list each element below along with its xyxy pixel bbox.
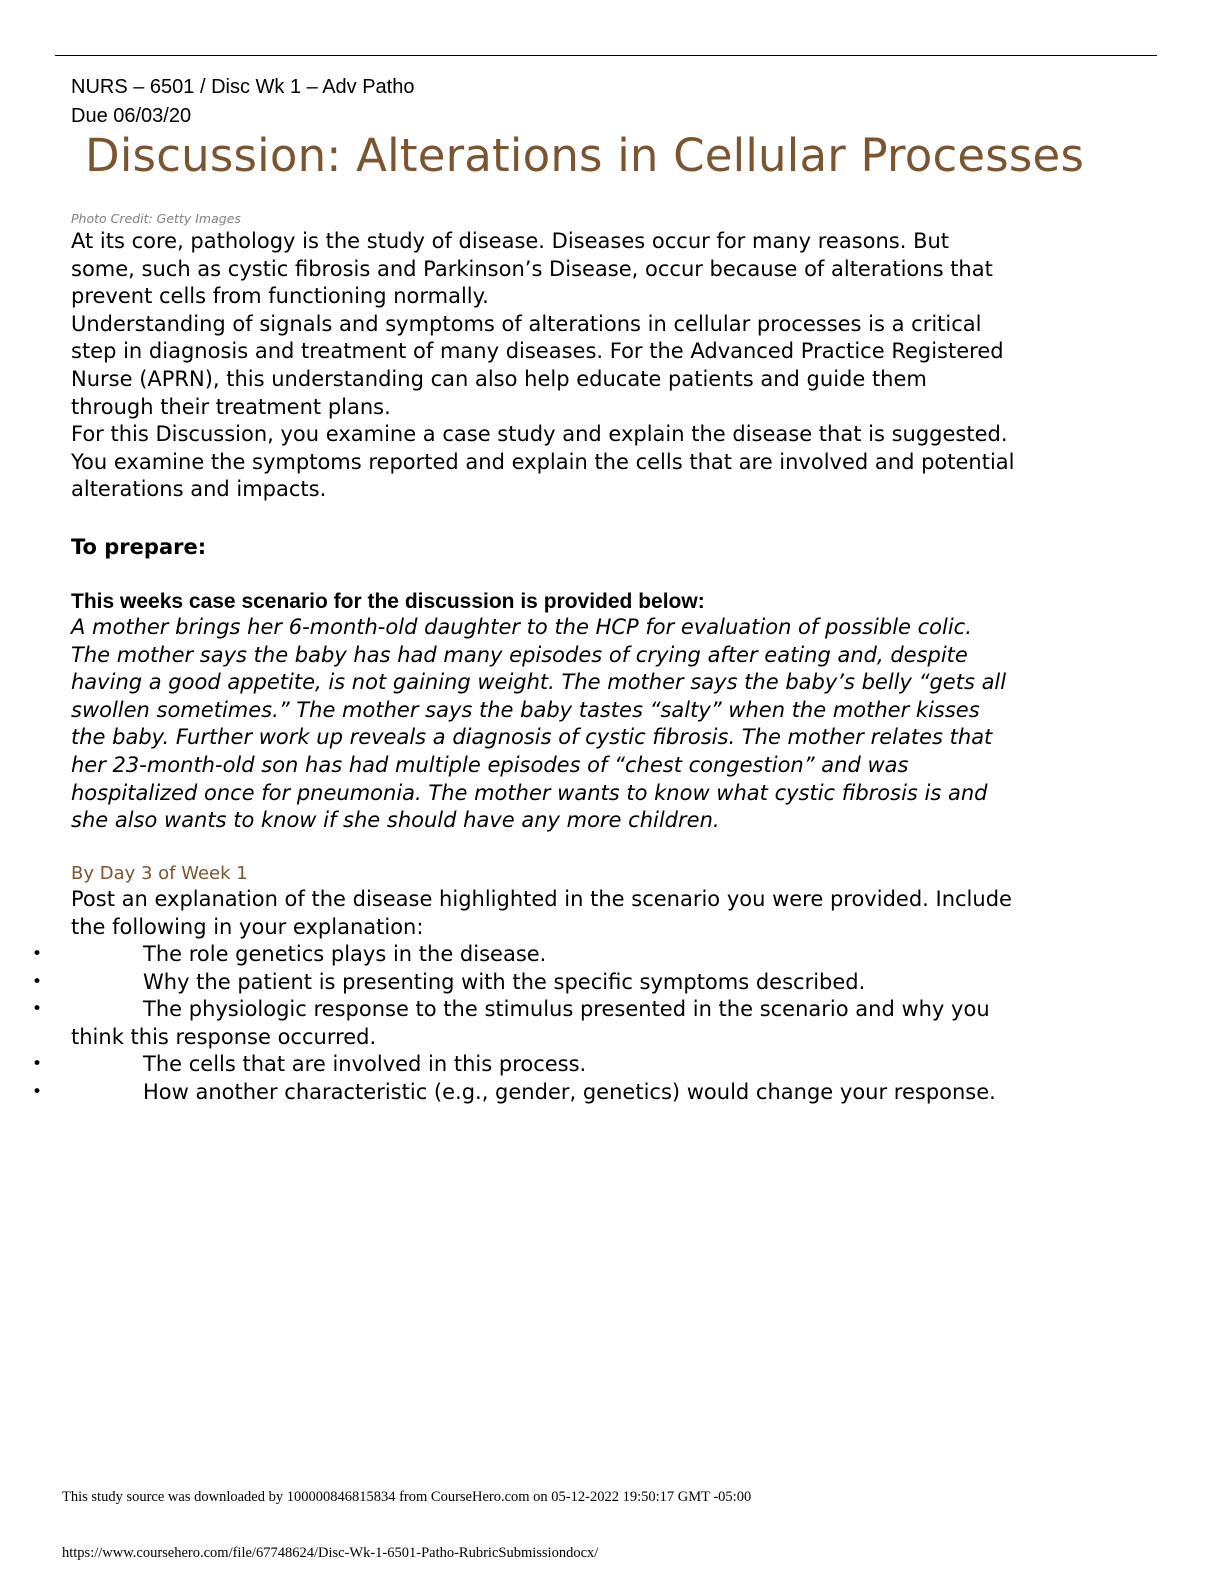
- bullet-icon: •: [32, 1081, 43, 1102]
- intro-line: prevent cells from functioning normally.: [71, 284, 489, 309]
- case-scenario: [71, 614, 1006, 835]
- intro-line: step in diagnosis and treatment of many diseases. For the Advanced Practice Registered: [71, 339, 1004, 364]
- intro-line: Understanding of signals and symptoms of alterations in cellular processes is a critical: [71, 311, 982, 336]
- post-line: Post an explanation of the disease highlighted in the scenario you were provided. Include: [71, 887, 1012, 911]
- list-item-continuation: [0, 1024, 1224, 1052]
- list-item: [0, 969, 1224, 997]
- to-prepare-heading: To prepare:: [71, 535, 207, 559]
- intro-paragraph: [71, 228, 1015, 504]
- list-item: [0, 941, 1224, 969]
- scenario-line: she also wants to know if she should have any more children.: [71, 808, 720, 833]
- list-item: [0, 1051, 1224, 1079]
- scenario-line: the baby. Further work up reveals a diagnosis of cystic fibrosis. The mother relates that: [71, 725, 993, 750]
- intro-line: alterations and impacts.: [71, 477, 327, 502]
- bullet-icon: •: [32, 944, 43, 964]
- due-date: Due 06/03/20: [71, 105, 192, 127]
- scenario-line: swollen sometimes.” The mother says the baby tastes “salty” when the mother kisses: [71, 697, 980, 722]
- requirements-list: [0, 941, 1224, 1107]
- list-item-text: The cells that are involved in this process.: [143, 1052, 587, 1077]
- intro-line: through their treatment plans.: [71, 394, 391, 419]
- scenario-line: A mother brings her 6-month-old daughter to the HCP for evaluation of possible colic.: [71, 615, 972, 639]
- post-line: the following in your explanation:: [71, 914, 424, 939]
- bullet-icon: •: [32, 999, 43, 1020]
- bullet-icon: •: [32, 1054, 43, 1075]
- list-item-text: How another characteristic (e.g., gender, genetics) would change your response.: [143, 1079, 996, 1104]
- scenario-line: having a good appetite, is not gaining weight. The mother says the baby’s belly “gets all: [71, 670, 1007, 695]
- scenario-heading: This weeks case scenario for the discussion is provided below:: [71, 590, 705, 613]
- post-instructions: [71, 886, 1012, 941]
- intro-line: Nurse (APRN), this understanding can also help educate patients and guide them: [71, 366, 927, 391]
- intro-line: You examine the symptoms reported and explain the cells that are involved and potential: [71, 449, 1015, 474]
- list-item-text: Why the patient is presenting with the specific symptoms described.: [143, 969, 866, 994]
- list-item-text: The role genetics plays in the disease.: [143, 942, 547, 966]
- scenario-line: her 23-month-old son has had multiple episodes of “chest congestion” and was: [71, 752, 909, 777]
- list-item-text: The physiologic response to the stimulus presented in the scenario and why you: [143, 997, 990, 1022]
- course-line: NURS – 6501 / Disc Wk 1 – Adv Patho: [71, 76, 415, 98]
- photo-credit: Photo Credit: Getty Images: [71, 211, 241, 226]
- top-rule: [55, 55, 1157, 56]
- scenario-line: The mother says the baby has had many episodes of crying after eating and, despite: [71, 642, 968, 667]
- list-item-continuation-text: think this response occurred.: [71, 1024, 377, 1049]
- intro-line: some, such as cystic fibrosis and Parkinson’s Disease, occur because of alterations that: [71, 256, 993, 281]
- source-url[interactable]: https://www.coursehero.com/file/67748624/Disc-Wk-1-6501-Patho-RubricSubmissiondocx/: [62, 1545, 599, 1561]
- intro-line: For this Discussion, you examine a case study and explain the disease that is suggested.: [71, 422, 1008, 447]
- list-item: [0, 1079, 1224, 1107]
- list-item: [0, 996, 1224, 1024]
- bullet-icon: •: [32, 971, 43, 992]
- page-title: Discussion: Alterations in Cellular Processes: [85, 129, 1085, 182]
- scenario-line: hospitalized once for pneumonia. The mother wants to know what cystic fibrosis is and: [71, 780, 988, 805]
- intro-line: At its core, pathology is the study of disease. Diseases occur for many reasons. But: [71, 229, 950, 253]
- download-notice: This study source was downloaded by 100000846815834 from CourseHero.com on 05-12-2022 19:50:17 GMT -05:00: [62, 1489, 752, 1505]
- day-heading: By Day 3 of Week 1: [71, 863, 248, 884]
